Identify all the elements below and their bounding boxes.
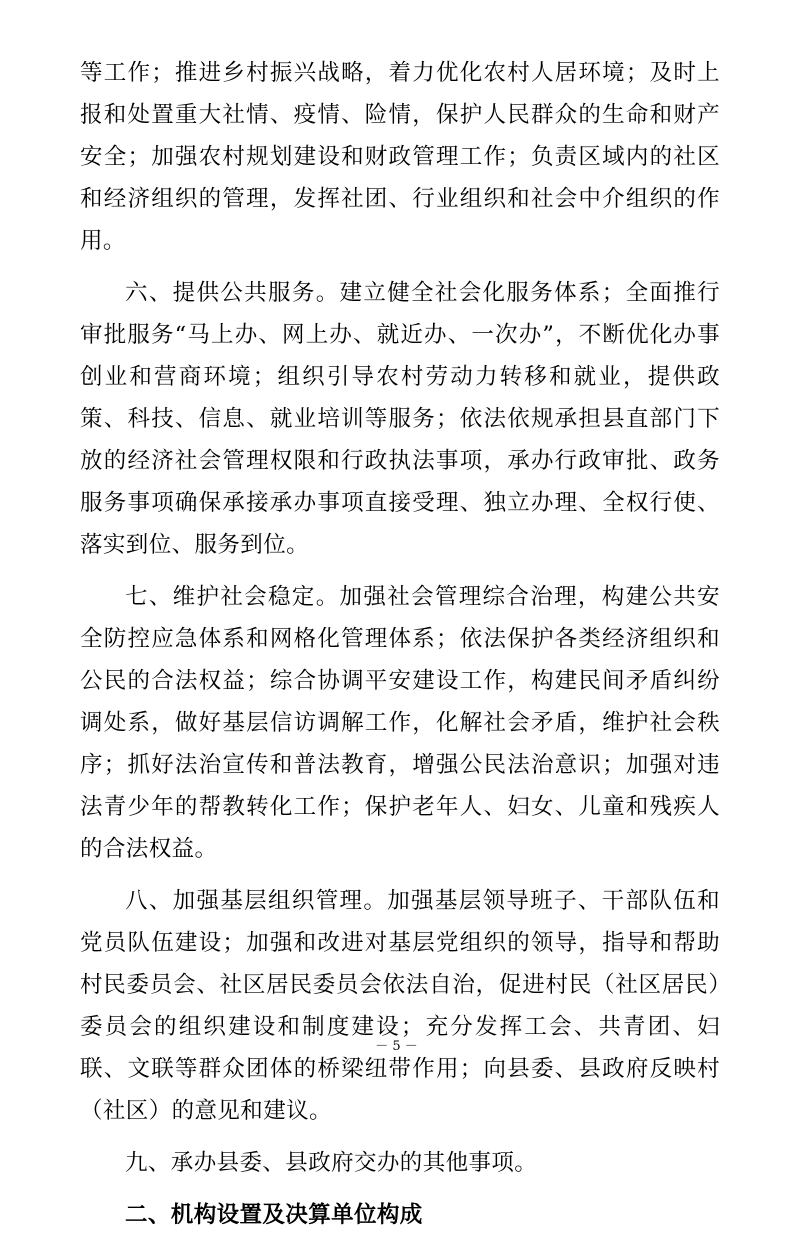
page-number: － 5 － (375, 1039, 418, 1054)
paragraph-other-matters: 九、承办县委、县政府交办的其他事项。 (125, 1150, 538, 1176)
paragraph-continuation: 等工作；推进乡村振兴战略，着力优化农村人居环境；及时上报和处置重大社情、疫情、险情，保护人民群众的生命和财产安全；加强农村规划建设和财政管理工作；负责区域内的社区和经济组织的管理，发挥社团、行业组织和社会中介组织的作用。 (80, 60, 720, 254)
paragraph-public-services: 六、提供公共服务。建立健全社会化服务体系；全面推行审批服务“马上办、网上办、就近办、一次办”，不断优化办事创业和营商环境；组织引导农村劳动力转移和就业，提供政策、科技、信息、就业培训等服务；依法依规承担县直部门下放的经济社会管理权限和行政执法事项，承办行政审批、政务服务事项确保承接承办事项直接受理、独立办理、全权行使、落实到位、服务到位。 (80, 280, 720, 558)
page-body (80, 52, 720, 1236)
paragraph-social-stability: 七、维护社会稳定。加强社会管理综合治理，构建公共安全防控应急体系和网格化管理体系；依法保护各类经济组织和公民的合法权益；综合协调平安建设工作，构建民间矛盾纠纷调处系，做好基层信访调解工作，化解社会矛盾，维护社会秩序；抓好法治宣传和普法教育，增强公民法治意识；加强对违法青少年的帮教转化工作；保护老年人、妇女、儿童和残疾人的合法权益。 (80, 584, 720, 862)
section-heading: 二、机构设置及决算单位构成 (125, 1202, 423, 1228)
paragraph-grassroots-organization: 八、加强基层组织管理。加强基层领导班子、干部队伍和党员队伍建设；加强和改进对基层党组织的领导，指导和帮助村民委员会、社区居民委员会依法自治，促进村民（社区居民）委员会的组织建设和制度建设；充分发挥工会、共青团、妇联、文联等群众团体的桥梁纽带作用；向县委、县政府反映村（社区）的意见和建议。 (80, 888, 720, 1124)
